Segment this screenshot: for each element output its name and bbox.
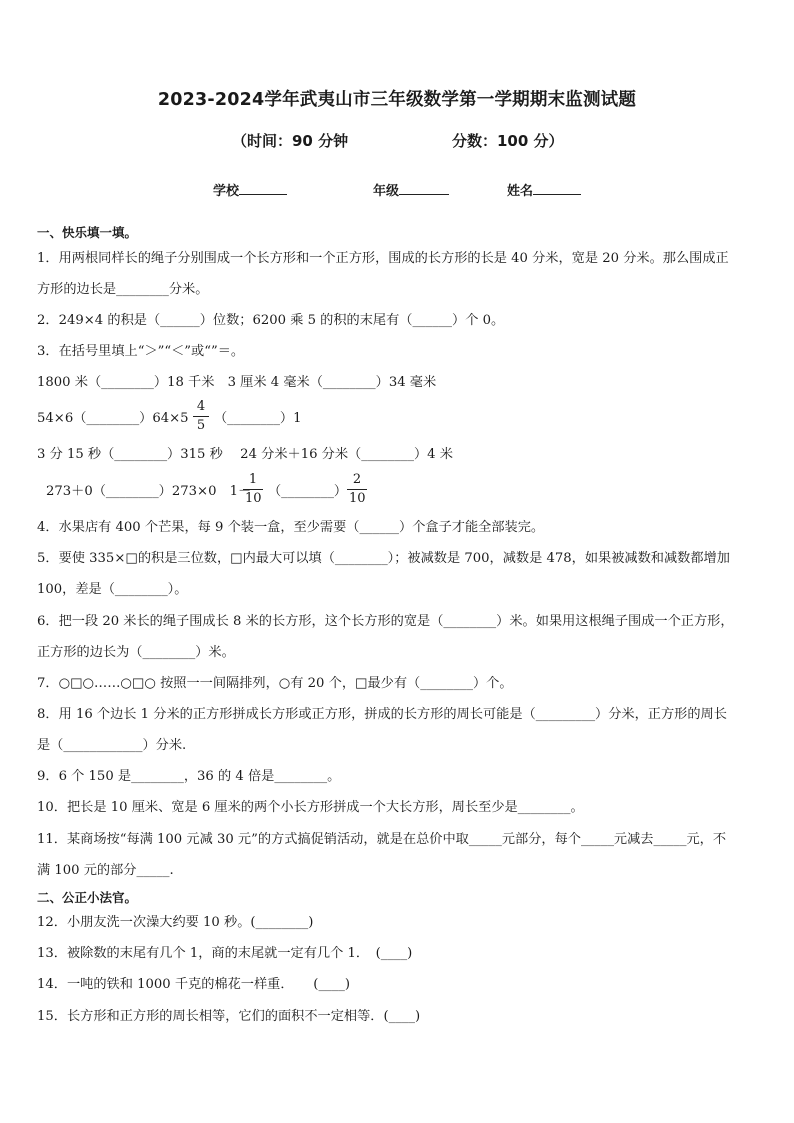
fraction-numerator: 4: [196, 399, 206, 414]
question-11-line-2: 满 100 元的部分_____.: [37, 863, 174, 878]
fraction-bar: [193, 416, 209, 417]
question-3-row-4-left: 273＋0（________）273×0 1－: [46, 484, 252, 499]
fraction-denominator: 5: [196, 418, 206, 433]
question-12: 12．小朋友洗一次澡大约要 10 秒。(________): [37, 915, 314, 930]
fraction-bar: [347, 489, 367, 490]
school-blank[interactable]: [239, 180, 287, 195]
school-field: [213, 180, 287, 199]
question-1-line-1: 1．用两根同样长的绳子分别围成一个长方形和一个正方形，围成的长方形的长是 40 分米，宽是 20 分米。那么围成正: [37, 251, 729, 266]
fraction-numerator: 1: [248, 472, 258, 487]
question-9: 9．6 个 150 是________，36 的 4 倍是________。: [37, 769, 341, 784]
fraction-numerator: 2: [352, 472, 362, 487]
name-blank[interactable]: [533, 180, 581, 195]
question-3-row-2-left: 54×6（________）64×5: [37, 411, 189, 426]
question-3-row-1: 1800 米（________）18 千米 3 厘米 4 毫米（________）34 毫米: [37, 375, 437, 390]
section-heading-fill: 一、快乐填一填。: [37, 225, 138, 240]
question-5-line-1: 5．要使 335×□的积是三位数，□内最大可以填（________）；被减数是 700，减数是 478，如果被减数和减数都增加: [37, 551, 730, 566]
question-3-row-3: 3 分 15 秒（________）315 秒 24 分米＋16 分米（________）4 米: [37, 447, 453, 462]
exam-title: 2023-2024学年武夷山市三年级数学第一学期期末监测试题: [157, 90, 637, 110]
question-1-line-2: 方形的边长是________分米。: [37, 282, 209, 297]
section-heading-judge: 二、公正小法官。: [37, 890, 138, 905]
fraction-four-fifths: [193, 399, 209, 434]
exam-time: （时间：90 分钟: [232, 132, 349, 150]
name-label: 姓名: [507, 184, 534, 199]
question-14: 14．一吨的铁和 1000 千克的棉花一样重． (____): [37, 977, 350, 992]
question-6-line-2: 正方形的边长为（________）米。: [37, 645, 235, 660]
name-field: [507, 180, 581, 199]
question-7: 7．○□○……○□○ 按照一一间隔排列，○有 20 个，□最少有（________）个。: [37, 676, 513, 691]
fraction-bar: [243, 489, 263, 490]
question-3-row-2-right: （________）1: [214, 411, 302, 426]
question-13: 13．被除数的末尾有几个 1，商的末尾就一定有几个 1． (____): [37, 946, 413, 961]
fraction-one-tenth: [243, 472, 263, 507]
fraction-denominator: 10: [245, 491, 262, 506]
question-10: 10．把长是 10 厘米、宽是 6 厘米的两个小长方形拼成一个大长方形，周长至少是________。: [37, 800, 584, 815]
question-15: 15．长方形和正方形的周长相等，它们的面积不一定相等．(____): [37, 1009, 421, 1024]
question-8-line-1: 8．用 16 个边长 1 分米的正方形拼成长方形或正方形，拼成的长方形的周长可能是（_________）分米，正方形的周长: [37, 707, 727, 722]
question-4: 4．水果店有 400 个芒果，每 9 个装一盒，至少需要（______）个盒子才能全部装完。: [37, 520, 545, 535]
question-11-line-1: 11．某商场按“每满 100 元减 30 元”的方式搞促销活动，就是在总价中取_____元部分，每个_____元减去_____元，不: [37, 832, 727, 847]
fraction-denominator: 10: [349, 491, 366, 506]
exam-score: 分数：100 分）: [452, 132, 564, 150]
question-5-line-2: 100，差是（________）。: [37, 582, 188, 597]
grade-field: [373, 180, 449, 199]
fraction-two-tenths: [347, 472, 367, 507]
question-6-line-1: 6．把一段 20 米长的绳子围成长 8 米的长方形，这个长方形的宽是（________）米。如果用这根绳子围成一个正方形，: [37, 614, 734, 629]
question-3-row-4-mid: （________）: [268, 484, 348, 499]
question-3-intro: 3．在括号里填上“＞”“＜”或“”＝。: [37, 344, 245, 359]
question-2: 2．249×4 的积是（______）位数；6200 乘 5 的积的末尾有（______）个 0。: [37, 313, 505, 328]
question-8-line-2: 是（____________）分米.: [37, 738, 187, 753]
school-label: 学校: [213, 184, 240, 199]
grade-blank[interactable]: [399, 180, 449, 195]
grade-label: 年级: [373, 184, 400, 199]
